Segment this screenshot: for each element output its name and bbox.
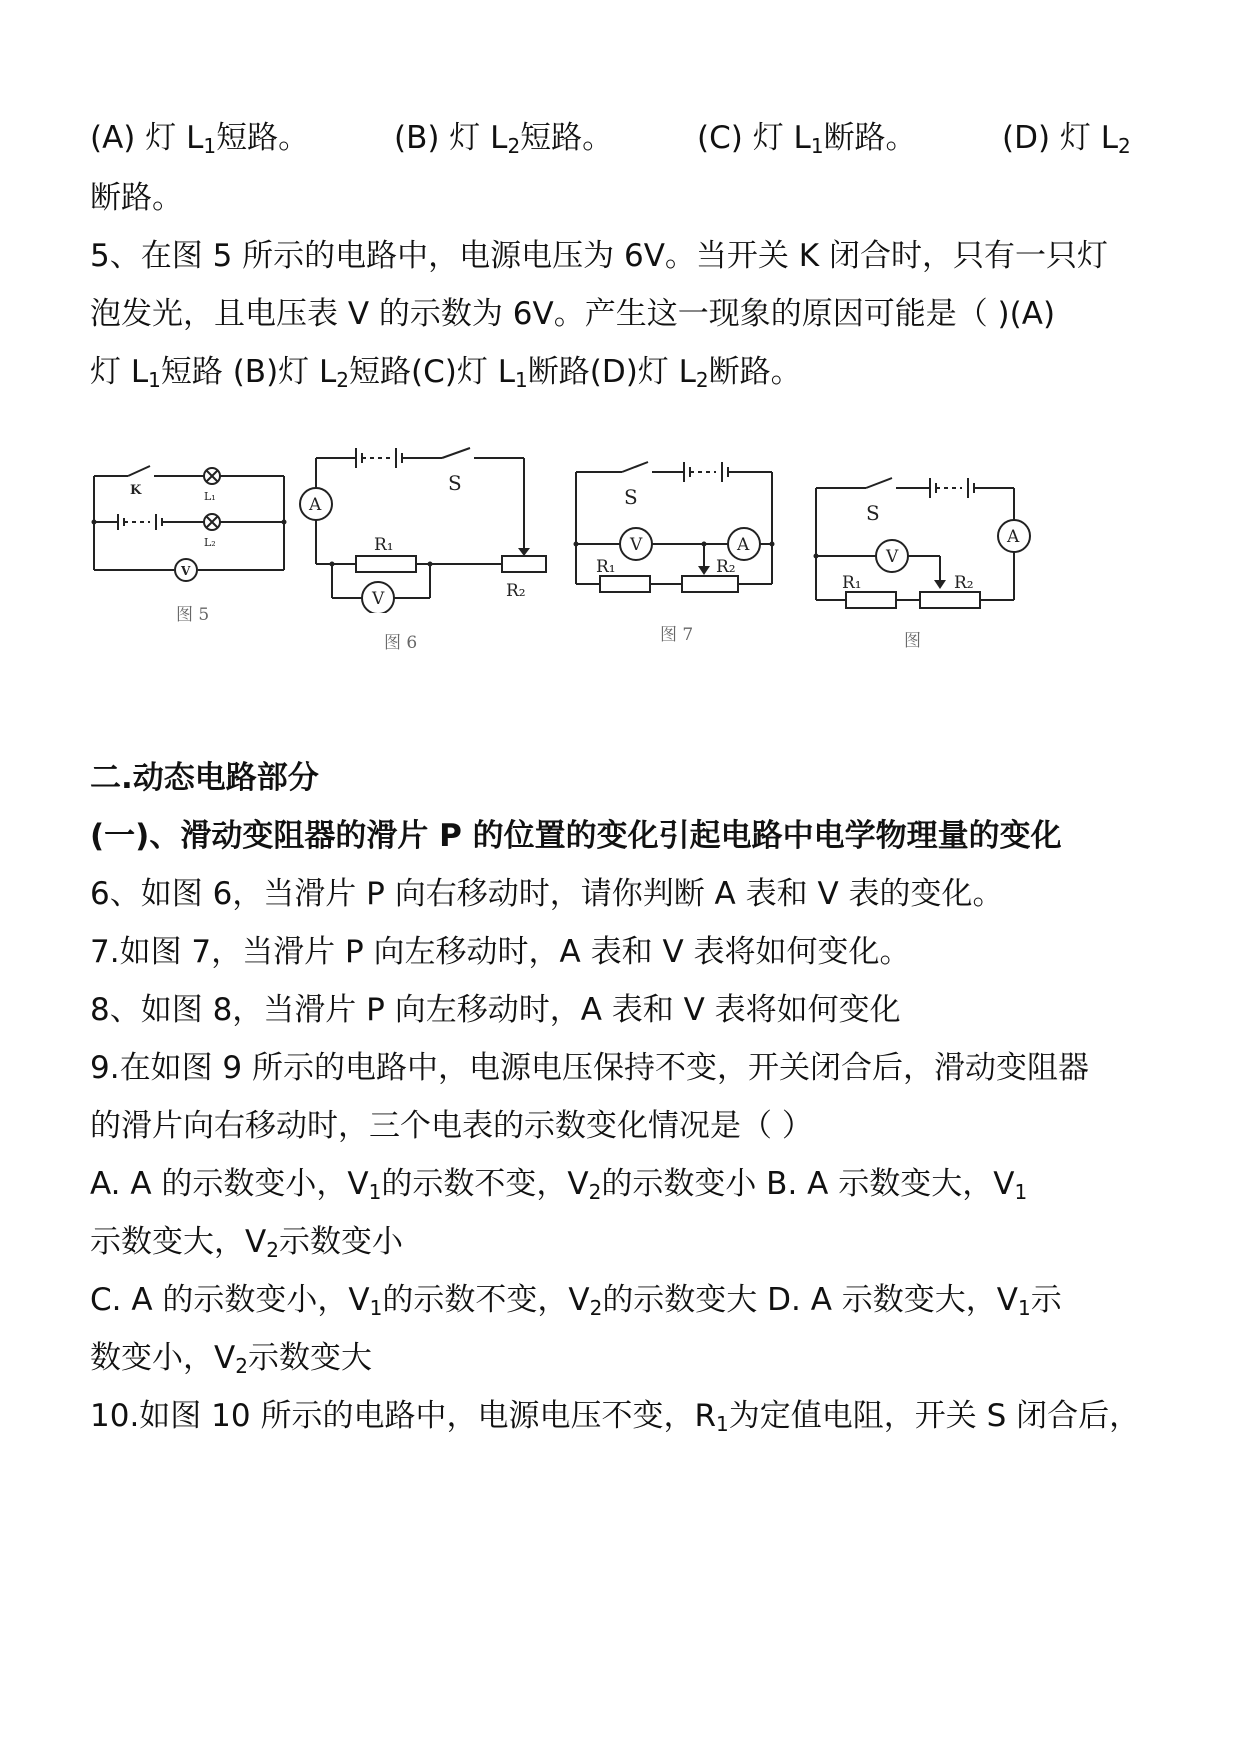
figure-7-caption: 图 7 [660, 625, 694, 645]
figure-7-circuit [570, 456, 784, 606]
fig7-voltmeter-label: V [630, 535, 643, 555]
figure-6-circuit [292, 438, 558, 613]
q9-option-c-d: C. A 的示数变小，$V_1$的示数不变，$V_2$的示数变大 D. A 示数变大，$V_1$示 [90, 1282, 1062, 1320]
fig8-voltmeter-label: V [886, 547, 899, 567]
figure-8 [810, 472, 1050, 652]
q4-option-a: (A) 灯 $L_1$短路。 [90, 120, 310, 158]
fig5-switch-label: K [130, 483, 142, 498]
q4-option-d: (D) 灯 $L_2$ [1002, 120, 1131, 158]
fig5-lamp1-label: L₁ [204, 490, 216, 503]
q9-line1: 9.在如图 9 所示的电路中，电源电压保持不变，开关闭合后，滑动变阻器 [90, 1050, 1090, 1086]
fig8-switch-label: S [866, 501, 880, 525]
fig5-voltmeter-label: V [181, 564, 191, 578]
fig5-lamp2-label: L₂ [204, 536, 216, 549]
figure-8-circuit [810, 472, 1050, 622]
q4-option-c: (C) 灯 $L_1$断路。 [697, 120, 917, 158]
q9-option-b-wrap: 示数变大，$V_2$示数变小 [90, 1224, 403, 1262]
q8-text: 8、如图 8，当滑片 P 向左移动时，A 表和 V 表将如何变化 [90, 992, 901, 1028]
q5-line3: 灯 $L_1$短路 (B)灯 $L_2$短路(C)灯 $L_1$断路(D)灯 $L_2$断路。 [90, 354, 802, 392]
section-subheading: (一)、滑动变阻器的滑片 P 的位置的变化引起电路中电学物理量的变化 [90, 818, 1062, 854]
q9-line2: 的滑片向右移动时，三个电表的示数变化情况是（ ） [90, 1108, 813, 1144]
q10-line1: 10.如图 10 所示的电路中，电源电压不变，$R_1$为定值电阻，开关 S 闭合后， [90, 1398, 1141, 1436]
section-heading: 二.动态电路部分 [90, 760, 319, 796]
figure-7 [570, 456, 784, 646]
q4-option-d-wrap: 断路。 [90, 180, 183, 216]
fig6-r2-label: R₂ [506, 581, 526, 601]
fig8-r2-label: R₂ [954, 573, 974, 593]
q9-option-a-b: A. A 的示数变小，$V_1$的示数不变，$V_2$的示数变小 B. A 示数变大，$V_1$ [90, 1166, 1028, 1204]
fig7-ammeter-label: A [737, 535, 750, 555]
fig6-ammeter-label: A [309, 495, 322, 515]
fig7-switch-label: S [624, 485, 638, 509]
figure-8-caption: 图 [904, 631, 921, 651]
fig7-r1-label: R₁ [596, 557, 616, 577]
fig6-voltmeter-label: V [372, 589, 385, 609]
fig6-r1-label: R₁ [374, 535, 394, 555]
fig8-ammeter-label: A [1007, 527, 1020, 547]
figure-6-caption: 图 6 [384, 633, 418, 653]
figure-5-circuit [88, 448, 288, 588]
fig8-r1-label: R₁ [842, 573, 862, 593]
fig6-switch-label: S [448, 471, 462, 495]
q7-text: 7.如图 7，当滑片 P 向左移动时，A 表和 V 表将如何变化。 [90, 934, 911, 970]
q5-line2: 泡发光，且电压表 V 的示数为 6V。产生这一现象的原因可能是（ )(A) [90, 296, 1056, 332]
q4-option-b: (B) 灯 $L_2$短路。 [394, 120, 614, 158]
q6-text: 6、如图 6，当滑片 P 向右移动时，请你判断 A 表和 V 表的变化。 [90, 876, 1004, 912]
figure-5 [88, 448, 288, 628]
q9-option-d-wrap: 数变小，$V_2$示数变大 [90, 1340, 372, 1378]
fig7-r2-label: R₂ [716, 557, 736, 577]
q5-line1: 5、在图 5 所示的电路中，电源电压为 6V。当开关 K 闭合时，只有一只灯 [90, 238, 1108, 274]
figure-6 [292, 438, 558, 653]
figure-5-caption: 图 5 [176, 605, 210, 625]
